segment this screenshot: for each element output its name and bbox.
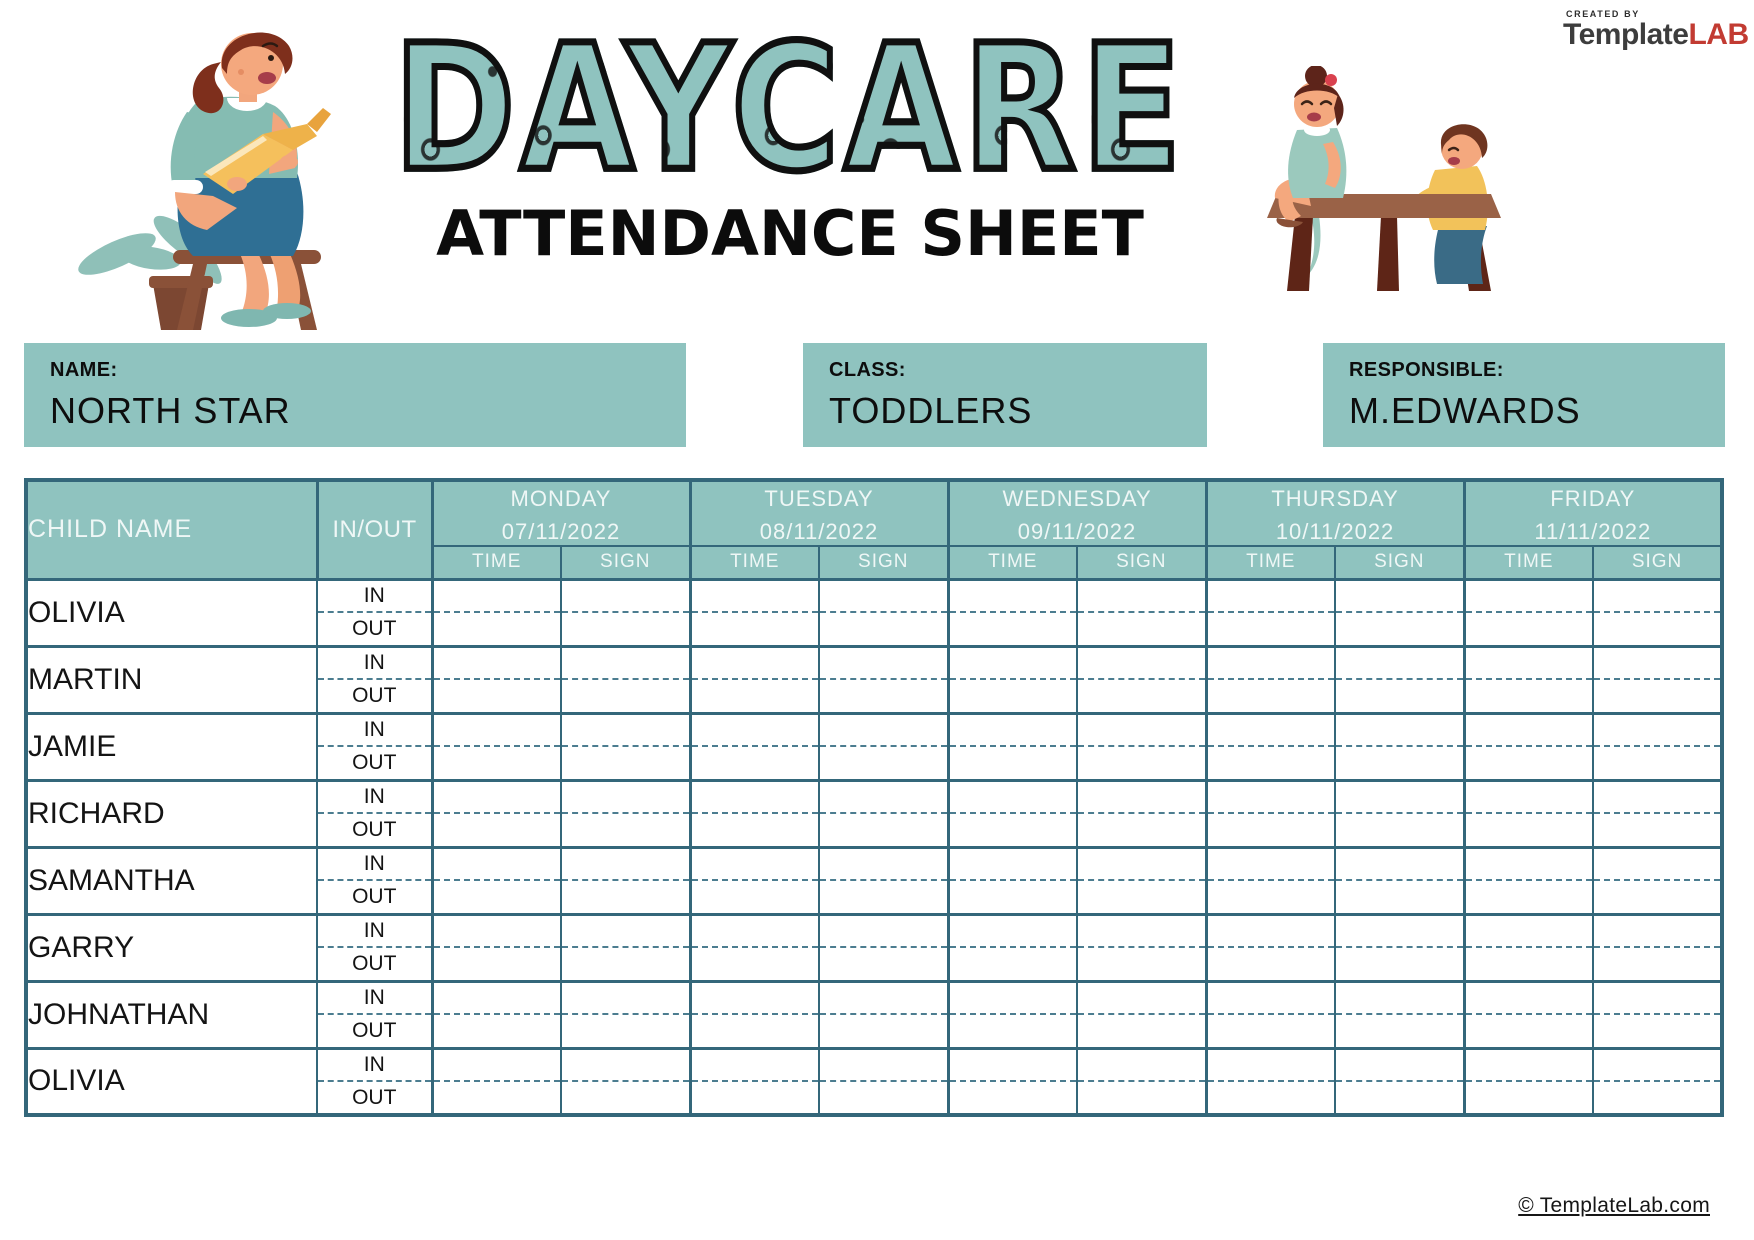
time-entry-cell[interactable] [1464, 847, 1593, 880]
time-entry-cell[interactable] [1464, 780, 1593, 813]
time-entry-cell[interactable] [432, 813, 561, 847]
time-entry-cell[interactable] [1464, 981, 1593, 1014]
sign-header: SIGN [819, 546, 948, 579]
sign-entry-cell[interactable] [561, 646, 690, 679]
sign-entry-cell[interactable] [1077, 847, 1206, 880]
class-label: CLASS: [829, 359, 906, 381]
time-entry-cell[interactable] [432, 713, 561, 746]
day-name: TUESDAY [764, 486, 874, 511]
sign-entry-cell[interactable] [561, 813, 690, 847]
time-entry-cell[interactable] [1206, 880, 1335, 914]
created-by-label: CREATED BY [1566, 9, 1640, 19]
time-entry-cell[interactable] [432, 646, 561, 679]
sign-entry-cell[interactable] [1593, 1048, 1722, 1081]
day-name: MONDAY [510, 486, 612, 511]
sign-entry-cell[interactable] [1335, 780, 1464, 813]
sign-entry-cell[interactable] [1335, 947, 1464, 981]
sign-entry-cell[interactable] [1593, 579, 1722, 612]
sign-entry-cell[interactable] [561, 1081, 690, 1115]
time-entry-cell[interactable] [1206, 679, 1335, 713]
sign-entry-cell[interactable] [1335, 612, 1464, 646]
teacher-illustration [55, 12, 365, 330]
in-label-cell: IN [317, 847, 432, 880]
sign-entry-cell[interactable] [1335, 746, 1464, 780]
time-entry-cell[interactable] [690, 746, 819, 780]
sign-entry-cell[interactable] [1335, 1014, 1464, 1048]
time-entry-cell[interactable] [1464, 813, 1593, 847]
out-label-cell: OUT [317, 813, 432, 847]
out-label-cell: OUT [317, 612, 432, 646]
child-name-cell: SAMANTHA [26, 847, 317, 914]
time-entry-cell[interactable] [690, 1014, 819, 1048]
sign-entry-cell[interactable] [819, 646, 948, 679]
time-entry-cell[interactable] [1464, 947, 1593, 981]
name-label: NAME: [50, 359, 118, 381]
sign-entry-cell[interactable] [561, 1014, 690, 1048]
sign-entry-cell[interactable] [819, 880, 948, 914]
time-entry-cell[interactable] [1464, 579, 1593, 612]
class-value[interactable]: TODDLERS [829, 390, 1033, 431]
sign-entry-cell[interactable] [819, 713, 948, 746]
sign-entry-cell[interactable] [1077, 746, 1206, 780]
sign-header: SIGN [1335, 546, 1464, 579]
sign-entry-cell[interactable] [819, 1014, 948, 1048]
sign-entry-cell[interactable] [819, 780, 948, 813]
sign-entry-cell[interactable] [561, 780, 690, 813]
sign-entry-cell[interactable] [1077, 981, 1206, 1014]
time-entry-cell[interactable] [1464, 914, 1593, 947]
time-entry-cell[interactable] [948, 947, 1077, 981]
out-label-cell: OUT [317, 880, 432, 914]
sign-entry-cell[interactable] [1593, 679, 1722, 713]
time-entry-cell[interactable] [948, 713, 1077, 746]
time-entry-cell[interactable] [1464, 880, 1593, 914]
sign-entry-cell[interactable] [819, 679, 948, 713]
sign-entry-cell[interactable] [1077, 914, 1206, 947]
sign-entry-cell[interactable] [1335, 579, 1464, 612]
out-label-cell: OUT [317, 947, 432, 981]
class-box [803, 343, 1207, 447]
time-entry-cell[interactable] [690, 981, 819, 1014]
name-value[interactable]: NORTH STAR [50, 390, 291, 431]
day-header [948, 480, 1206, 546]
sign-header: SIGN [561, 546, 690, 579]
sign-entry-cell[interactable] [819, 947, 948, 981]
sign-entry-cell[interactable] [1077, 813, 1206, 847]
time-entry-cell[interactable] [948, 679, 1077, 713]
child-name-cell: JAMIE [26, 713, 317, 780]
child-in-row [26, 780, 1722, 813]
child-in-row [26, 847, 1722, 880]
sign-entry-cell[interactable] [1335, 914, 1464, 947]
sign-entry-cell[interactable] [561, 746, 690, 780]
sign-entry-cell[interactable] [1077, 713, 1206, 746]
sign-entry-cell[interactable] [1077, 579, 1206, 612]
sign-entry-cell[interactable] [1593, 612, 1722, 646]
in-label-cell: IN [317, 914, 432, 947]
time-entry-cell[interactable] [948, 780, 1077, 813]
time-entry-cell[interactable] [948, 981, 1077, 1014]
time-entry-cell[interactable] [948, 579, 1077, 612]
sign-entry-cell[interactable] [561, 880, 690, 914]
sign-entry-cell[interactable] [1335, 679, 1464, 713]
sign-entry-cell[interactable] [561, 1048, 690, 1081]
time-entry-cell[interactable] [432, 1048, 561, 1081]
sign-entry-cell[interactable] [819, 813, 948, 847]
in-label-cell: IN [317, 1048, 432, 1081]
sign-entry-cell[interactable] [819, 1048, 948, 1081]
sign-entry-cell[interactable] [1335, 880, 1464, 914]
time-entry-cell[interactable] [690, 780, 819, 813]
sign-entry-cell[interactable] [561, 579, 690, 612]
time-entry-cell[interactable] [1464, 612, 1593, 646]
sign-entry-cell[interactable] [1593, 914, 1722, 947]
sign-entry-cell[interactable] [1593, 880, 1722, 914]
sign-entry-cell[interactable] [1077, 780, 1206, 813]
time-entry-cell[interactable] [432, 847, 561, 880]
sign-entry-cell[interactable] [1593, 1014, 1722, 1048]
time-entry-cell[interactable] [690, 579, 819, 612]
time-entry-cell[interactable] [1206, 612, 1335, 646]
time-entry-cell[interactable] [948, 1014, 1077, 1048]
sign-entry-cell[interactable] [1335, 646, 1464, 679]
time-entry-cell[interactable] [690, 646, 819, 679]
time-entry-cell[interactable] [1206, 981, 1335, 1014]
time-entry-cell[interactable] [690, 713, 819, 746]
time-entry-cell[interactable] [690, 1081, 819, 1115]
in-label-cell: IN [317, 981, 432, 1014]
sign-entry-cell[interactable] [561, 847, 690, 880]
time-entry-cell[interactable] [432, 914, 561, 947]
time-entry-cell[interactable] [948, 880, 1077, 914]
responsible-box [1323, 343, 1725, 447]
day-date: 07/11/2022 [501, 519, 621, 544]
time-entry-cell[interactable] [432, 947, 561, 981]
time-entry-cell[interactable] [1464, 713, 1593, 746]
sign-entry-cell[interactable] [819, 847, 948, 880]
out-label-cell: OUT [317, 679, 432, 713]
sign-entry-cell[interactable] [1593, 713, 1722, 746]
time-entry-cell[interactable] [1206, 746, 1335, 780]
time-entry-cell[interactable] [1464, 646, 1593, 679]
day-header [690, 480, 948, 546]
name-box [24, 343, 686, 447]
time-entry-cell[interactable] [1464, 1081, 1593, 1115]
sign-entry-cell[interactable] [561, 914, 690, 947]
time-header: TIME [1206, 546, 1335, 579]
time-entry-cell[interactable] [690, 679, 819, 713]
sign-entry-cell[interactable] [819, 579, 948, 612]
time-entry-cell[interactable] [432, 880, 561, 914]
time-entry-cell[interactable] [1206, 1048, 1335, 1081]
time-entry-cell[interactable] [432, 1014, 561, 1048]
sign-entry-cell[interactable] [1077, 1081, 1206, 1115]
day-name: THURSDAY [1271, 486, 1399, 511]
day-date: 11/11/2022 [1534, 519, 1652, 544]
time-entry-cell[interactable] [948, 746, 1077, 780]
child-name-cell: GARRY [26, 914, 317, 981]
day-name: WEDNESDAY [1002, 486, 1152, 511]
out-label-cell: OUT [317, 746, 432, 780]
sign-entry-cell[interactable] [1077, 947, 1206, 981]
brand-lab: LAB [1688, 18, 1749, 51]
in-label-cell: IN [317, 579, 432, 612]
sign-entry-cell[interactable] [819, 612, 948, 646]
time-entry-cell[interactable] [1206, 1014, 1335, 1048]
out-label-cell: OUT [317, 1014, 432, 1048]
sign-entry-cell[interactable] [561, 713, 690, 746]
day-header [432, 480, 690, 546]
child-in-row [26, 646, 1722, 679]
time-entry-cell[interactable] [1206, 914, 1335, 947]
time-entry-cell[interactable] [1206, 947, 1335, 981]
time-entry-cell[interactable] [432, 981, 561, 1014]
time-entry-cell[interactable] [1206, 780, 1335, 813]
sign-entry-cell[interactable] [1335, 847, 1464, 880]
time-entry-cell[interactable] [1464, 1048, 1593, 1081]
time-entry-cell[interactable] [432, 579, 561, 612]
sign-entry-cell[interactable] [1335, 713, 1464, 746]
sign-entry-cell[interactable] [1593, 847, 1722, 880]
sign-header: SIGN [1593, 546, 1722, 579]
child-in-row [26, 1048, 1722, 1081]
time-entry-cell[interactable] [432, 746, 561, 780]
day-date: 10/11/2022 [1275, 519, 1395, 544]
sign-entry-cell[interactable] [819, 981, 948, 1014]
time-header: TIME [1464, 546, 1593, 579]
out-label-cell: OUT [317, 1081, 432, 1115]
time-entry-cell[interactable] [690, 914, 819, 947]
responsible-label: RESPONSIBLE: [1349, 359, 1504, 381]
sign-entry-cell[interactable] [561, 947, 690, 981]
child-name-header: CHILD NAME [26, 480, 317, 579]
inout-header: IN/OUT [317, 480, 432, 579]
time-entry-cell[interactable] [690, 880, 819, 914]
sign-entry-cell[interactable] [819, 746, 948, 780]
time-entry-cell[interactable] [690, 813, 819, 847]
copyright-link[interactable]: © TemplateLab.com [1518, 1194, 1710, 1217]
sign-entry-cell[interactable] [1335, 813, 1464, 847]
attendance-sheet-title: ATTENDANCE SHEET [436, 197, 1144, 270]
sign-entry-cell[interactable] [561, 679, 690, 713]
in-label-cell: IN [317, 713, 432, 746]
sign-header: SIGN [1077, 546, 1206, 579]
sign-entry-cell[interactable] [1335, 1048, 1464, 1081]
time-entry-cell[interactable] [948, 612, 1077, 646]
time-header: TIME [948, 546, 1077, 579]
time-entry-cell[interactable] [948, 847, 1077, 880]
sign-entry-cell[interactable] [561, 612, 690, 646]
sign-entry-cell[interactable] [1593, 947, 1722, 981]
child-name-cell: RICHARD [26, 780, 317, 847]
templatelab-logo [1563, 10, 1749, 50]
child-in-row [26, 914, 1722, 947]
time-entry-cell[interactable] [948, 646, 1077, 679]
time-entry-cell[interactable] [1464, 746, 1593, 780]
time-entry-cell[interactable] [690, 947, 819, 981]
sign-entry-cell[interactable] [819, 1081, 948, 1115]
attendance-table-body [26, 579, 1722, 1115]
time-entry-cell[interactable] [1464, 1014, 1593, 1048]
responsible-value[interactable]: M.EDWARDS [1349, 390, 1581, 431]
daycare-title: DAYCARE [350, 22, 1230, 195]
time-header: TIME [690, 546, 819, 579]
child-in-row [26, 579, 1722, 612]
time-entry-cell[interactable] [690, 1048, 819, 1081]
time-entry-cell[interactable] [1206, 813, 1335, 847]
time-entry-cell[interactable] [1206, 847, 1335, 880]
sign-entry-cell[interactable] [1077, 646, 1206, 679]
day-date: 08/11/2022 [759, 519, 879, 544]
day-name: FRIDAY [1550, 486, 1636, 511]
sign-entry-cell[interactable] [1593, 1081, 1722, 1115]
sign-entry-cell[interactable] [1593, 813, 1722, 847]
sign-entry-cell[interactable] [1593, 646, 1722, 679]
attendance-table [24, 478, 1724, 1117]
brand-name [1563, 20, 1749, 50]
day-header [1206, 480, 1464, 546]
sign-entry-cell[interactable] [1077, 880, 1206, 914]
time-entry-cell[interactable] [1206, 1081, 1335, 1115]
time-entry-cell[interactable] [948, 813, 1077, 847]
in-label-cell: IN [317, 780, 432, 813]
child-name-cell: JOHNATHAN [26, 981, 317, 1048]
sign-entry-cell[interactable] [1077, 1014, 1206, 1048]
in-label-cell: IN [317, 646, 432, 679]
days-header-row [26, 480, 1722, 546]
sign-entry-cell[interactable] [1077, 612, 1206, 646]
time-entry-cell[interactable] [1464, 679, 1593, 713]
time-entry-cell[interactable] [948, 914, 1077, 947]
sign-entry-cell[interactable] [561, 981, 690, 1014]
children-illustration [1253, 66, 1518, 291]
time-entry-cell[interactable] [432, 780, 561, 813]
child-name-cell: OLIVIA [26, 1048, 317, 1115]
sign-entry-cell[interactable] [819, 914, 948, 947]
day-header [1464, 480, 1722, 546]
sign-entry-cell[interactable] [1077, 1048, 1206, 1081]
sign-entry-cell[interactable] [1593, 780, 1722, 813]
child-name-cell: OLIVIA [26, 579, 317, 646]
child-in-row [26, 981, 1722, 1014]
time-entry-cell[interactable] [432, 1081, 561, 1115]
sign-entry-cell[interactable] [1593, 981, 1722, 1014]
time-header: TIME [432, 546, 561, 579]
time-entry-cell[interactable] [948, 1081, 1077, 1115]
time-entry-cell[interactable] [690, 847, 819, 880]
time-entry-cell[interactable] [948, 1048, 1077, 1081]
time-entry-cell[interactable] [432, 679, 561, 713]
child-name-cell: MARTIN [26, 646, 317, 713]
sign-entry-cell[interactable] [1335, 1081, 1464, 1115]
sign-entry-cell[interactable] [1593, 746, 1722, 780]
time-entry-cell[interactable] [432, 612, 561, 646]
time-entry-cell[interactable] [1206, 579, 1335, 612]
day-date: 09/11/2022 [1017, 519, 1137, 544]
sign-entry-cell[interactable] [1335, 981, 1464, 1014]
time-entry-cell[interactable] [1206, 713, 1335, 746]
child-in-row [26, 713, 1722, 746]
sign-entry-cell[interactable] [1077, 679, 1206, 713]
brand-template: Template [1563, 18, 1689, 51]
time-entry-cell[interactable] [1206, 646, 1335, 679]
time-entry-cell[interactable] [690, 612, 819, 646]
